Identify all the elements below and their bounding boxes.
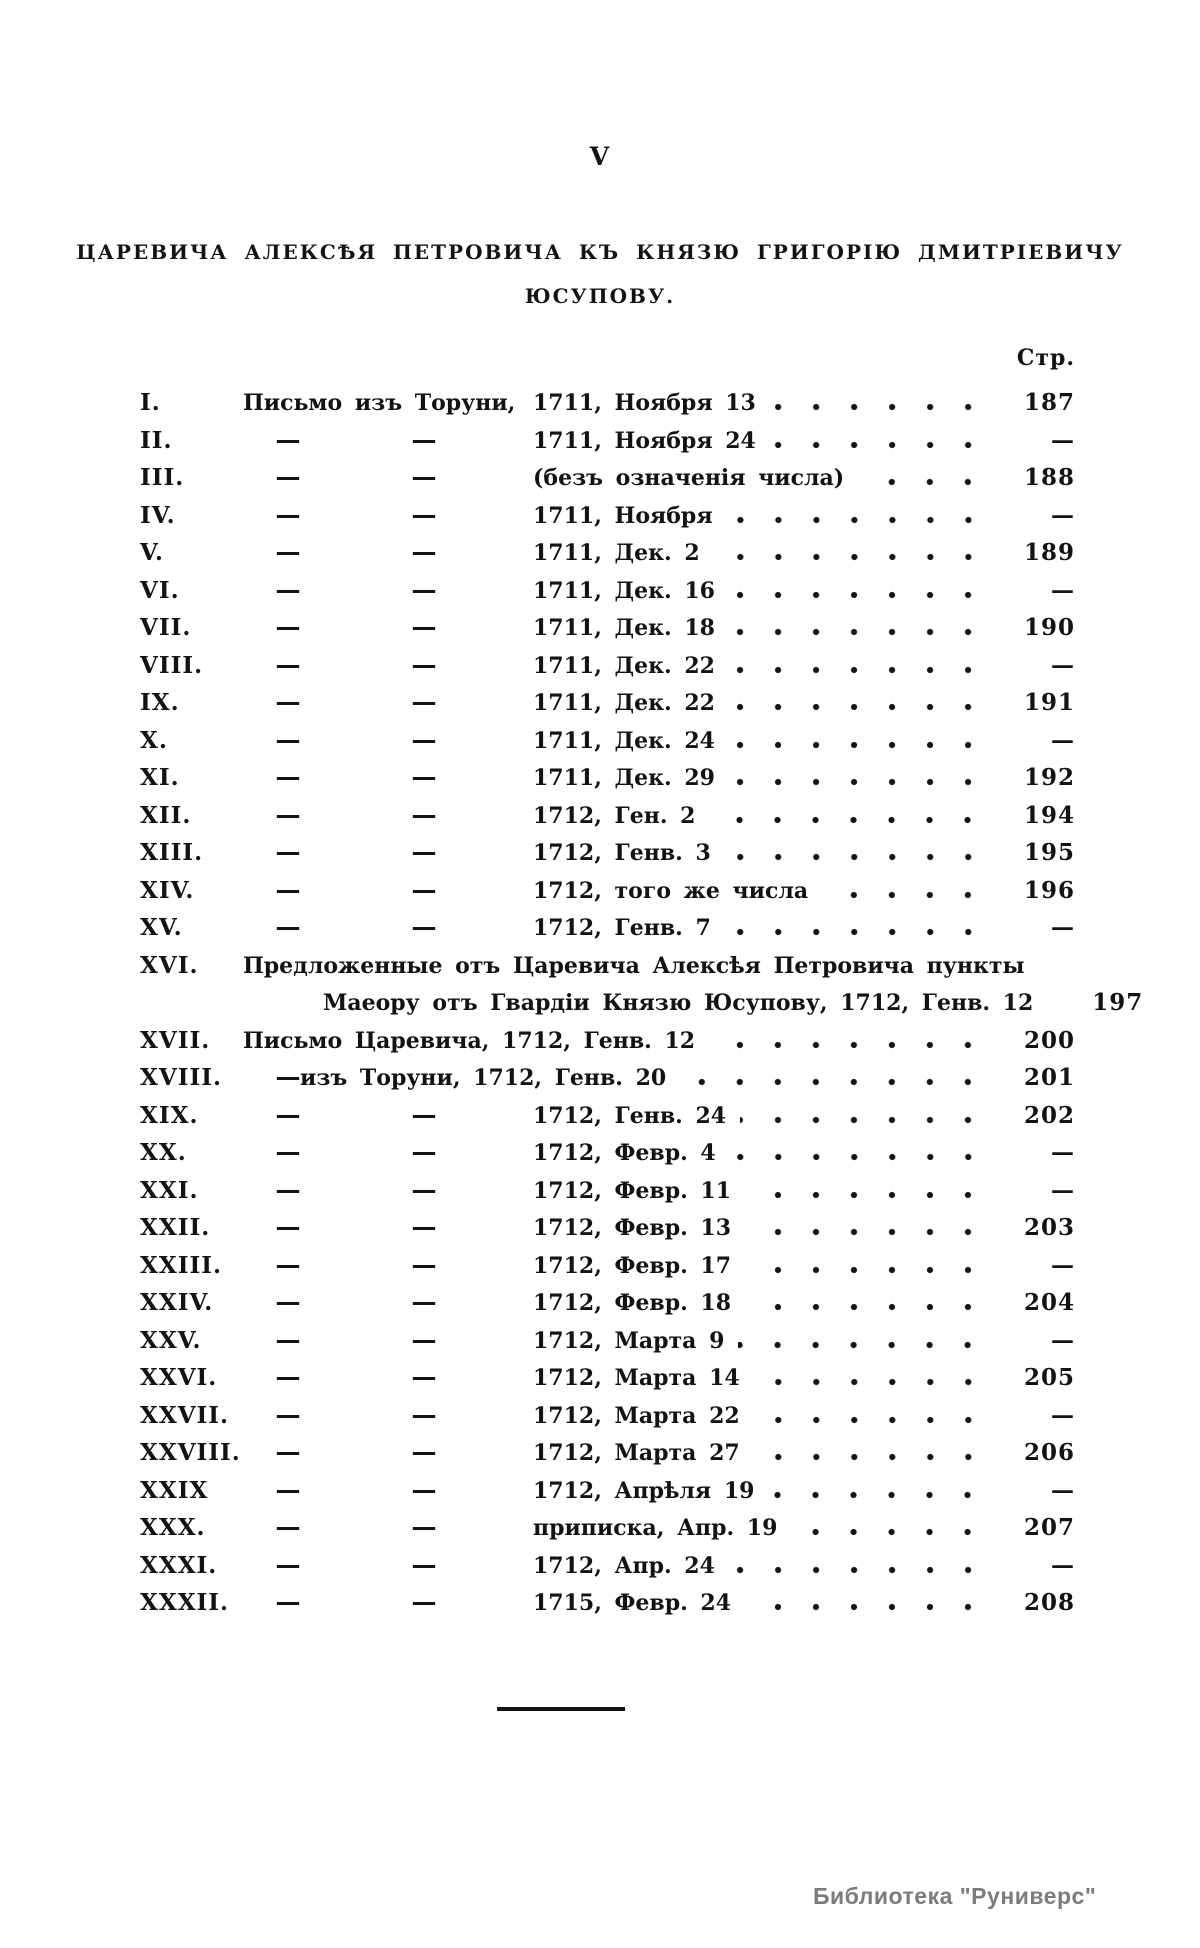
ditto-mark: — — [411, 1137, 437, 1166]
toc-row-flow — [243, 1026, 1075, 1056]
toc-row — [140, 1438, 1075, 1468]
toc-row-page: 196 — [1023, 876, 1075, 904]
toc-row-text: 1712, Генв. 7 — [533, 915, 711, 941]
toc-row — [140, 1401, 1075, 1431]
ditto-mark: — — [411, 612, 437, 641]
toc-row-numeral: XXVII. — [140, 1401, 230, 1429]
dot-leader — [709, 1026, 989, 1056]
toc-row-numeral: XX. — [140, 1139, 187, 1166]
toc-row-text: 1715, Февр. 24 — [533, 1590, 732, 1616]
toc-row — [140, 1513, 1075, 1543]
toc-row — [140, 913, 1075, 943]
dot-leader — [745, 1176, 989, 1206]
toc-row — [140, 1288, 1075, 1318]
toc-row-text: 1712, Марта 14 — [533, 1365, 740, 1391]
toc-row-numeral: VIII. — [140, 651, 204, 679]
toc-row-flow — [533, 876, 1075, 906]
ditto-mark: — — [275, 912, 301, 941]
ditto-mark: — — [275, 612, 301, 641]
toc-row — [140, 463, 1075, 493]
toc-row — [140, 1063, 1075, 1093]
toc-row-flow — [533, 576, 1075, 606]
ditto-mark: — — [411, 837, 437, 866]
ditto-mark: — — [275, 687, 301, 716]
toc-row-flow — [533, 1588, 1075, 1618]
toc-row-numeral: XXXII. — [140, 1589, 230, 1616]
dot-leader — [791, 1513, 989, 1543]
toc-row-numeral: XVIII. — [140, 1064, 222, 1091]
toc-row-flow — [533, 1288, 1075, 1318]
dot-leader — [754, 1401, 989, 1431]
toc-row — [140, 1251, 1075, 1281]
toc-row-page: 189 — [1023, 539, 1075, 566]
dot-leader — [709, 801, 989, 831]
toc-row-text: 1712, Февр. 11 — [533, 1177, 732, 1204]
ditto-mark: — — [275, 837, 301, 866]
ditto-mark: — — [411, 724, 437, 754]
ditto-mark: — — [411, 462, 437, 491]
toc-row-page: — — [1051, 651, 1075, 679]
ditto-mark: — — [275, 1587, 301, 1616]
toc-row-numeral: XIII. — [140, 839, 204, 866]
toc-row-numeral: XXVI. — [140, 1364, 218, 1391]
toc-row-text: 1712, Апрѣля 19 — [533, 1477, 755, 1504]
toc-row-numeral: III. — [140, 464, 185, 491]
toc-row — [140, 1363, 1075, 1393]
toc-row-page: — — [1051, 914, 1075, 941]
toc-row-page: — — [1051, 1476, 1075, 1504]
toc-row-flow — [533, 1476, 1075, 1506]
toc-row-page: — — [1051, 1251, 1075, 1279]
toc-row-flow — [533, 1326, 1075, 1356]
ditto-mark: — — [411, 1587, 437, 1616]
dot-leader — [725, 838, 989, 868]
toc-row — [140, 988, 1144, 1018]
toc-row-page: 207 — [1023, 1514, 1075, 1541]
toc-row-page: — — [1051, 1139, 1075, 1166]
dot-leader — [729, 763, 989, 793]
toc-row-flow — [533, 1176, 1075, 1206]
dot-leader — [754, 1438, 989, 1468]
toc-row — [140, 876, 1075, 906]
ditto-mark: — — [411, 1174, 437, 1204]
ditto-mark: — — [411, 1512, 437, 1541]
toc-row — [140, 688, 1075, 718]
dot-leader — [729, 613, 989, 643]
toc-row-text: 1711, Дек. 2 — [533, 540, 700, 566]
toc-row — [140, 726, 1075, 756]
toc-row-page: — — [1051, 1551, 1075, 1579]
toc-row-page: — — [1051, 1326, 1075, 1354]
toc-row-text: 1711, Дек. 24 — [533, 727, 715, 754]
toc-row-page: — — [1051, 576, 1075, 604]
toc-row-flow — [243, 951, 1075, 981]
ditto-mark: — — [411, 1399, 437, 1429]
toc-row-numeral: XXI. — [140, 1176, 199, 1204]
ditto-mark: — — [275, 1399, 301, 1429]
ditto-mark: — — [411, 1287, 437, 1316]
toc-row-numeral: XXIV. — [140, 1289, 214, 1316]
toc-row-text: 1711, Ноября 13 — [533, 390, 756, 416]
ditto-mark: — — [411, 499, 437, 529]
toc-row — [140, 1476, 1075, 1506]
toc-row-page: 200 — [1023, 1026, 1075, 1054]
toc-row — [140, 1551, 1075, 1581]
toc-row-flow — [533, 1551, 1075, 1581]
ditto-mark: — — [411, 1249, 437, 1279]
ditto-mark: — — [275, 1062, 301, 1091]
ditto-mark: — — [411, 1549, 437, 1579]
toc-row-flow — [533, 1101, 1075, 1131]
dot-leader — [1039, 951, 1059, 981]
ditto-mark: — — [411, 912, 437, 941]
toc-row-page: — — [1051, 726, 1075, 754]
toc-row-text: 1711, Дек. 29 — [533, 765, 715, 791]
toc-row-numeral: XXX. — [140, 1514, 206, 1541]
toc-row-text: 1712, Марта 22 — [533, 1402, 740, 1429]
toc-row-numeral: XVI. — [140, 951, 199, 979]
ditto-mark: — — [275, 1099, 301, 1129]
ditto-mark: — — [275, 1362, 301, 1391]
toc-row-numeral: IX. — [140, 689, 180, 716]
ditto-mark: — — [275, 1137, 301, 1166]
ditto-mark: — — [411, 687, 437, 716]
ditto-mark: — — [411, 1474, 437, 1504]
toc-row-flow — [533, 538, 1075, 568]
toc-row — [140, 801, 1075, 831]
toc-row — [140, 1588, 1075, 1618]
toc-row-flow — [533, 913, 1075, 943]
toc-row — [140, 1026, 1075, 1056]
ditto-mark: — — [411, 1362, 437, 1391]
toc-row-flow — [533, 1251, 1075, 1281]
ditto-mark: — — [275, 1474, 301, 1504]
ditto-mark: — — [275, 1437, 301, 1466]
ditto-mark: — — [275, 799, 301, 829]
dot-leader — [745, 1213, 989, 1243]
dot-leader — [1047, 988, 1057, 1018]
dot-leader — [740, 1101, 989, 1131]
toc-row-flow — [533, 726, 1075, 756]
toc-row-page: 208 — [1023, 1589, 1075, 1616]
ditto-mark: — — [275, 574, 301, 604]
toc-row-page: 206 — [1023, 1439, 1075, 1466]
toc-row-flow — [533, 801, 1075, 831]
toc-row — [140, 838, 1075, 868]
toc-row — [140, 651, 1075, 681]
toc-row-flow — [533, 688, 1075, 718]
ditto-mark: — — [275, 1512, 301, 1541]
section-heading-line2: ЮСУПОВУ. — [524, 284, 676, 308]
toc-row — [140, 1101, 1075, 1131]
dot-leader — [729, 651, 989, 681]
section-divider — [497, 1707, 625, 1711]
dot-leader — [738, 1326, 989, 1356]
toc-row-text: Письмо Царевича, 1712, Генв. 12 — [243, 1027, 696, 1054]
toc-row-numeral: XIX. — [140, 1101, 199, 1129]
ditto-mark: — — [411, 574, 437, 604]
toc-row — [140, 426, 1075, 456]
ditto-mark: — — [275, 762, 301, 791]
folio-number: V — [589, 142, 611, 171]
toc-row — [140, 763, 1075, 793]
ditto-mark: — — [275, 462, 301, 491]
toc-row-numeral: XXIX — [140, 1476, 209, 1504]
ditto-mark: — — [275, 499, 301, 529]
dot-leader — [822, 876, 989, 906]
toc-row-text: 1712, того же числа — [533, 877, 809, 904]
toc-row-flow — [533, 838, 1075, 868]
toc-row-page: 204 — [1023, 1289, 1075, 1316]
dot-leader — [745, 1288, 989, 1318]
ditto-mark: — — [411, 649, 437, 679]
toc-row-text: Маеору отъ Гвардіи Князю Юсупову, 1712, Генв. 12 — [323, 990, 1034, 1016]
dot-leader — [745, 1588, 989, 1618]
toc-row — [140, 1138, 1075, 1168]
toc-row-page: 195 — [1023, 839, 1075, 866]
dot-leader — [729, 726, 989, 756]
dot-leader — [680, 1063, 989, 1093]
toc-row-numeral: IV. — [140, 501, 176, 529]
toc-row-flow — [533, 651, 1075, 681]
toc-row-page: 194 — [1023, 801, 1075, 829]
ditto-mark: — — [275, 1174, 301, 1204]
toc-row — [140, 1213, 1075, 1243]
toc-row-text: 1712, Марта 9 — [533, 1327, 725, 1354]
dot-leader — [730, 1138, 989, 1168]
toc-row-numeral: XXII. — [140, 1214, 211, 1241]
ditto-mark: — — [411, 424, 437, 454]
toc-row-text: 1712, Февр. 13 — [533, 1215, 732, 1241]
toc-row-numeral: V. — [140, 539, 164, 566]
toc-row-numeral: VI. — [140, 576, 180, 604]
toc-row-page: — — [1051, 1176, 1075, 1204]
dot-leader — [754, 1363, 989, 1393]
toc-row-numeral: I. — [140, 389, 161, 416]
toc-row-flow — [300, 1063, 1075, 1093]
dot-leader — [768, 1476, 989, 1506]
toc-row-numeral: XVII. — [140, 1026, 211, 1054]
toc-row-page: 203 — [1023, 1214, 1075, 1241]
dot-leader — [858, 463, 989, 493]
toc-row — [140, 388, 1075, 418]
dot-leader — [729, 1551, 989, 1581]
toc-row — [140, 501, 1075, 531]
toc-row-page: 190 — [1023, 614, 1075, 641]
toc-row-page: 188 — [1023, 464, 1075, 491]
toc-row-text: 1711, Дек. 22 — [533, 652, 715, 679]
dot-leader — [770, 426, 989, 456]
ditto-mark: — — [275, 424, 301, 454]
toc-row-text: 1711, Дек. 22 — [533, 690, 715, 716]
dot-leader — [714, 538, 989, 568]
ditto-mark: — — [275, 1324, 301, 1354]
dot-leader — [745, 1251, 989, 1281]
toc-row-text: 1712, Ген. 2 — [533, 802, 696, 829]
toc-row-text: 1712, Генв. 24 — [533, 1102, 727, 1129]
toc-row-page: — — [1051, 1401, 1075, 1429]
toc-row-flow — [533, 1438, 1075, 1468]
page-column-header: Стр. — [1016, 345, 1075, 371]
toc-row-page: 192 — [1023, 764, 1075, 791]
toc-row-flow — [533, 1401, 1075, 1431]
toc-row-numeral: XXV. — [140, 1326, 202, 1354]
toc-row-flow — [533, 501, 1075, 531]
toc-row-title: Письмо изъ Торуни, — [243, 390, 516, 416]
toc-row-text: приписка, Апр. 19 — [533, 1515, 778, 1541]
toc-row — [140, 538, 1075, 568]
ditto-mark: — — [275, 649, 301, 679]
toc-row-text: изъ Торуни, 1712, Генв. 20 — [300, 1065, 667, 1091]
ditto-mark: — — [411, 1212, 437, 1241]
ditto-mark: — — [275, 1212, 301, 1241]
toc-row-page: 191 — [1023, 689, 1075, 716]
ditto-mark: — — [411, 762, 437, 791]
ditto-mark: — — [275, 1287, 301, 1316]
toc-row-numeral: X. — [140, 726, 168, 754]
ditto-mark: — — [275, 537, 301, 566]
toc-row-numeral: XI. — [140, 764, 180, 791]
ditto-mark: — — [411, 874, 437, 904]
toc-row-text: (безъ означенія числа) — [533, 465, 845, 491]
ditto-mark: — — [411, 1324, 437, 1354]
ditto-mark: — — [275, 1549, 301, 1579]
toc-row — [140, 576, 1075, 606]
toc-row — [140, 1176, 1075, 1206]
toc-row-text: 1712, Апр. 24 — [533, 1552, 715, 1579]
toc-row-numeral: XIV. — [140, 876, 195, 904]
toc-row-page: — — [1051, 426, 1075, 454]
toc-row-page: 197 — [1092, 989, 1144, 1016]
dot-leader — [729, 688, 989, 718]
toc-row-flow — [533, 426, 1075, 456]
toc-row-numeral: II. — [140, 426, 173, 454]
toc-row-flow — [533, 763, 1075, 793]
ditto-mark: — — [275, 874, 301, 904]
toc-row-text: 1711, Ноября — [533, 502, 713, 529]
dot-leader — [729, 576, 989, 606]
toc-row-page: 205 — [1023, 1364, 1075, 1391]
toc-row-numeral: VII. — [140, 614, 192, 641]
toc-row-flow — [533, 388, 1075, 418]
toc-row-text: 1711, Дек. 16 — [533, 577, 715, 604]
toc-row-text: 1712, Февр. 18 — [533, 1290, 732, 1316]
section-heading-line1: ЦАРЕВИЧА АЛЕКСѢЯ ПЕТРОВИЧА КЪ КНЯЗЮ ГРИГОРІЮ ДМИТРІЕВИЧУ — [76, 240, 1124, 264]
ditto-mark: — — [411, 537, 437, 566]
toc-row — [140, 951, 1075, 981]
toc-row-page: 202 — [1023, 1101, 1075, 1129]
ditto-mark: — — [275, 1249, 301, 1279]
ditto-mark: — — [411, 799, 437, 829]
ditto-mark: — — [411, 1437, 437, 1466]
toc-row-page: — — [1051, 501, 1075, 529]
toc-row-text: 1712, Февр. 17 — [533, 1252, 732, 1279]
toc-row-flow — [533, 613, 1075, 643]
toc-row-numeral: XXVIII. — [140, 1439, 241, 1466]
toc-row-flow — [533, 1363, 1075, 1393]
toc-row-text: Предложенные отъ Царевича Алексѣя Петровича пункты — [243, 952, 1025, 979]
toc-row-numeral: XV. — [140, 914, 183, 941]
toc-row-text: 1712, Генв. 3 — [533, 840, 711, 866]
dot-leader — [770, 388, 989, 418]
toc-row-flow — [533, 463, 1075, 493]
toc-row-text: 1712, Марта 27 — [533, 1440, 740, 1466]
toc-row-page: 201 — [1023, 1064, 1075, 1091]
toc-row-numeral: XXIII. — [140, 1251, 222, 1279]
ditto-mark: — — [275, 724, 301, 754]
ditto-mark: — — [411, 1099, 437, 1129]
dot-leader — [725, 913, 989, 943]
toc-row-text: 1712, Февр. 4 — [533, 1140, 716, 1166]
toc-row-page: 187 — [1023, 389, 1075, 416]
toc-row — [140, 613, 1075, 643]
toc-row-flow — [323, 988, 1144, 1018]
toc-row — [140, 1326, 1075, 1356]
toc-row-flow — [533, 1138, 1075, 1168]
toc-row-flow — [533, 1513, 1075, 1543]
library-watermark: Библиотека "Руниверс" — [813, 1883, 1097, 1909]
toc-row-numeral: XXXI. — [140, 1551, 218, 1579]
toc-row-text: 1711, Ноября 24 — [533, 427, 756, 454]
dot-leader — [727, 501, 989, 531]
toc-row-flow — [533, 1213, 1075, 1243]
toc-row-numeral: XII. — [140, 801, 192, 829]
toc-row-text: 1711, Дек. 18 — [533, 615, 715, 641]
